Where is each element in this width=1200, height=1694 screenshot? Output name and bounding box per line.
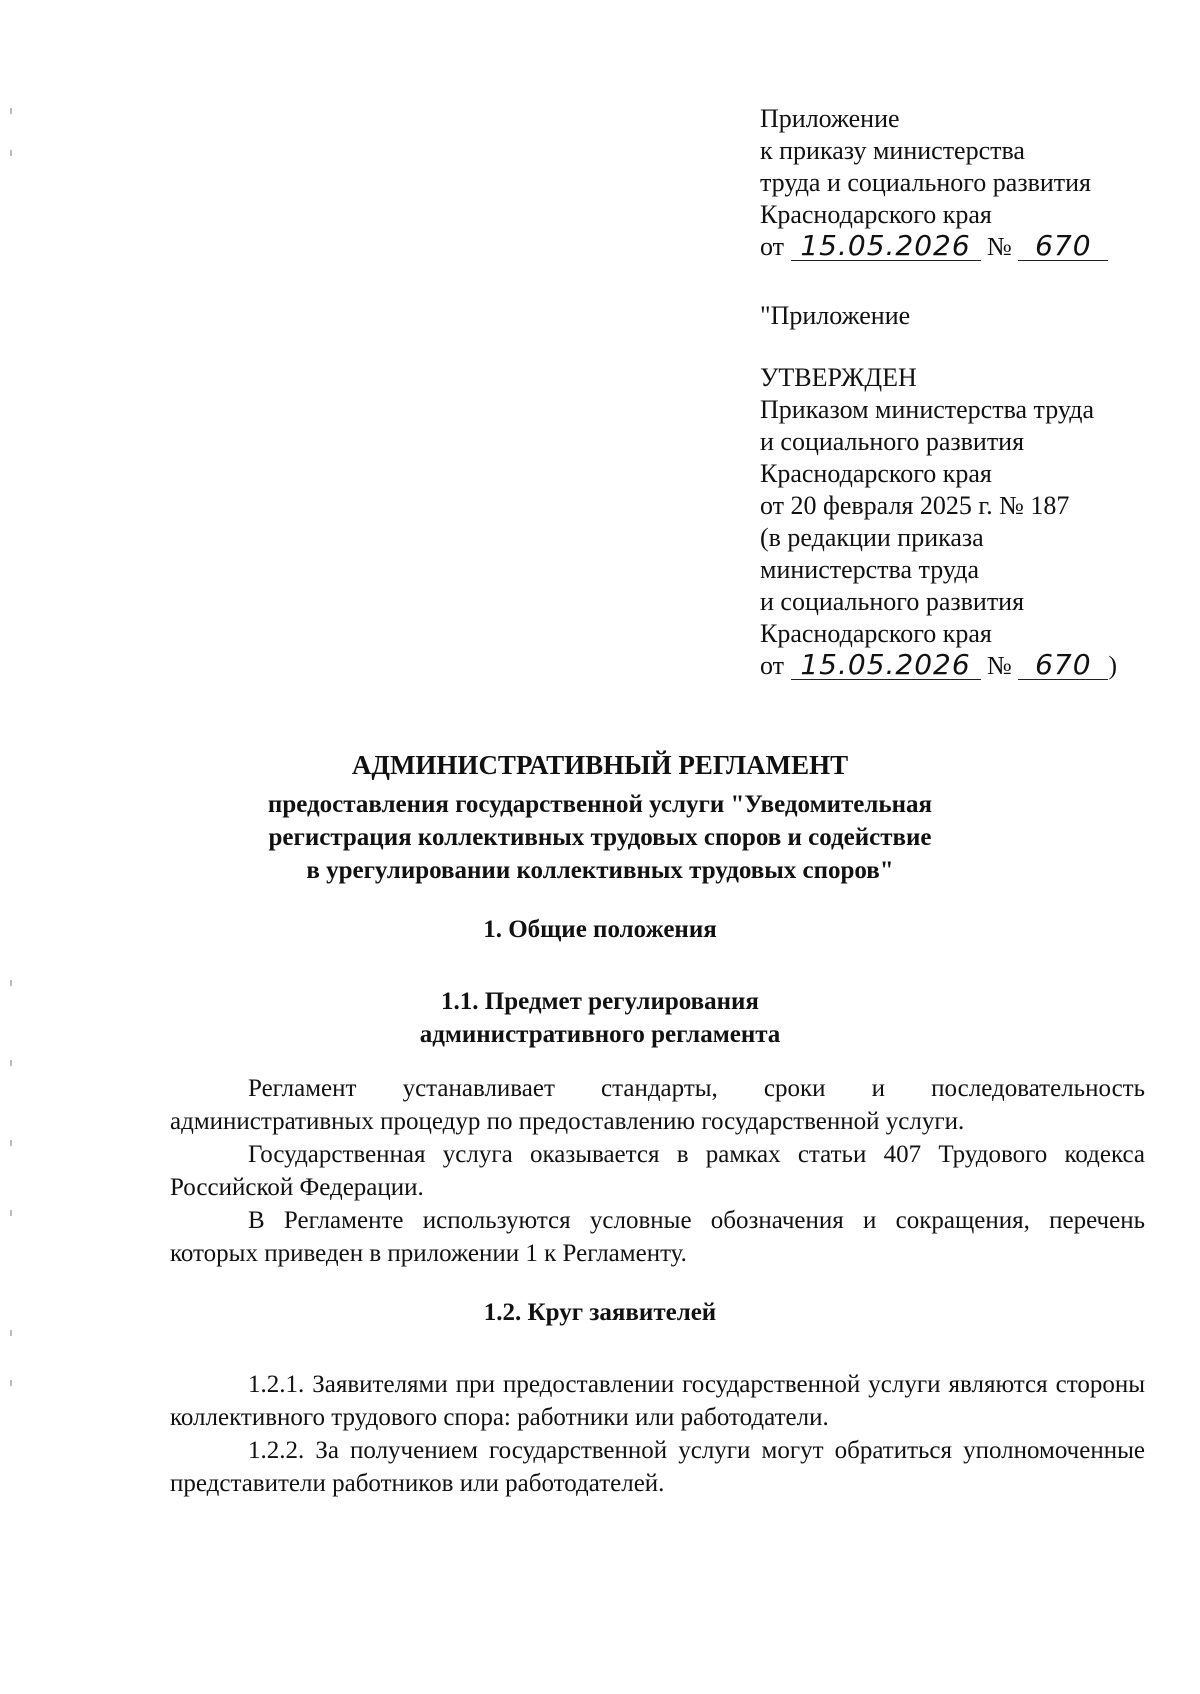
subtitle-line: регистрация коллективных трудовых споров и содействие	[268, 824, 932, 851]
approved-line: и социального развития	[760, 587, 1025, 616]
from-label: от	[760, 232, 785, 261]
number-label: №	[987, 651, 1012, 680]
approved-heading: УТВЕРЖДЕН	[760, 363, 917, 392]
approved-line: Приказом министерства труда	[760, 395, 1095, 424]
handwritten-date: 15.05.2026	[791, 651, 981, 680]
number-label: №	[987, 232, 1012, 261]
appendix-date-number-line	[760, 231, 1108, 263]
approved-line: министерства труда	[760, 555, 979, 584]
appendix-line: Приложение	[760, 104, 900, 133]
subsection-heading-line: 1.1. Предмет регулирования	[441, 988, 759, 1015]
paragraph: 1.2.1. Заявителями при предоставлении государственной услуги являются стороны коллективного трудового спора: работники или работодатели.	[170, 1371, 1145, 1431]
from-label: от	[760, 651, 785, 680]
subsection-heading-line: административного регламента	[419, 1021, 781, 1048]
section-1-2-text	[170, 1368, 1145, 1500]
handwritten-date: 15.05.2026	[791, 232, 981, 261]
document-subtitle	[0, 788, 1200, 887]
closing-paren: )	[1108, 651, 1118, 680]
appendix-line: труда и социального развития	[760, 168, 1092, 197]
appendix-block	[760, 103, 1108, 263]
paragraph: В Регламенте используются условные обозначения и сокращения, перечень которых приведен в приложении 1 к Регламенту.	[170, 1207, 1145, 1267]
approved-line: и социального развития	[760, 427, 1025, 456]
handwritten-number: 670	[1018, 232, 1108, 261]
paragraph: Государственная услуга оказывается в рамках статьи 407 Трудового кодекса Российской Федерации.	[170, 1141, 1145, 1201]
approved-line: от 20 февраля 2025 г. № 187	[760, 491, 1070, 520]
appendix-line: к приказу министерства	[760, 136, 1025, 165]
approved-line: (в редакции приказа	[760, 523, 984, 552]
section-1-1-text	[170, 1072, 1145, 1270]
handwritten-number: 670	[1018, 651, 1108, 680]
subtitle-line: предоставления государственной услуги "Уведомительная	[267, 791, 933, 818]
approved-line: Краснодарского края	[760, 459, 992, 488]
paragraph: 1.2.2. За получением государственной услуги могут обратиться уполномоченные представители работников или работодателей.	[170, 1437, 1145, 1497]
document-title: АДМИНИСТРАТИВНЫЙ РЕГЛАМЕНТ	[351, 750, 849, 780]
paragraph: Регламент устанавливает стандарты, сроки и последовательность административных процедур по предоставлению государственной услуги.	[170, 1075, 1145, 1135]
approved-block	[760, 362, 1117, 682]
approved-line: Краснодарского края	[760, 619, 992, 648]
subsection-heading: 1.2. Круг заявителей	[483, 1299, 717, 1326]
section-heading: 1. Общие положения	[483, 916, 717, 943]
approved-date-number-line	[760, 650, 1117, 682]
subtitle-line: в урегулировании коллективных трудовых споров"	[306, 857, 894, 884]
quoted-appendix-label: "Приложение	[760, 301, 911, 330]
subsection-heading	[0, 985, 1200, 1051]
appendix-line: Краснодарского края	[760, 200, 992, 229]
